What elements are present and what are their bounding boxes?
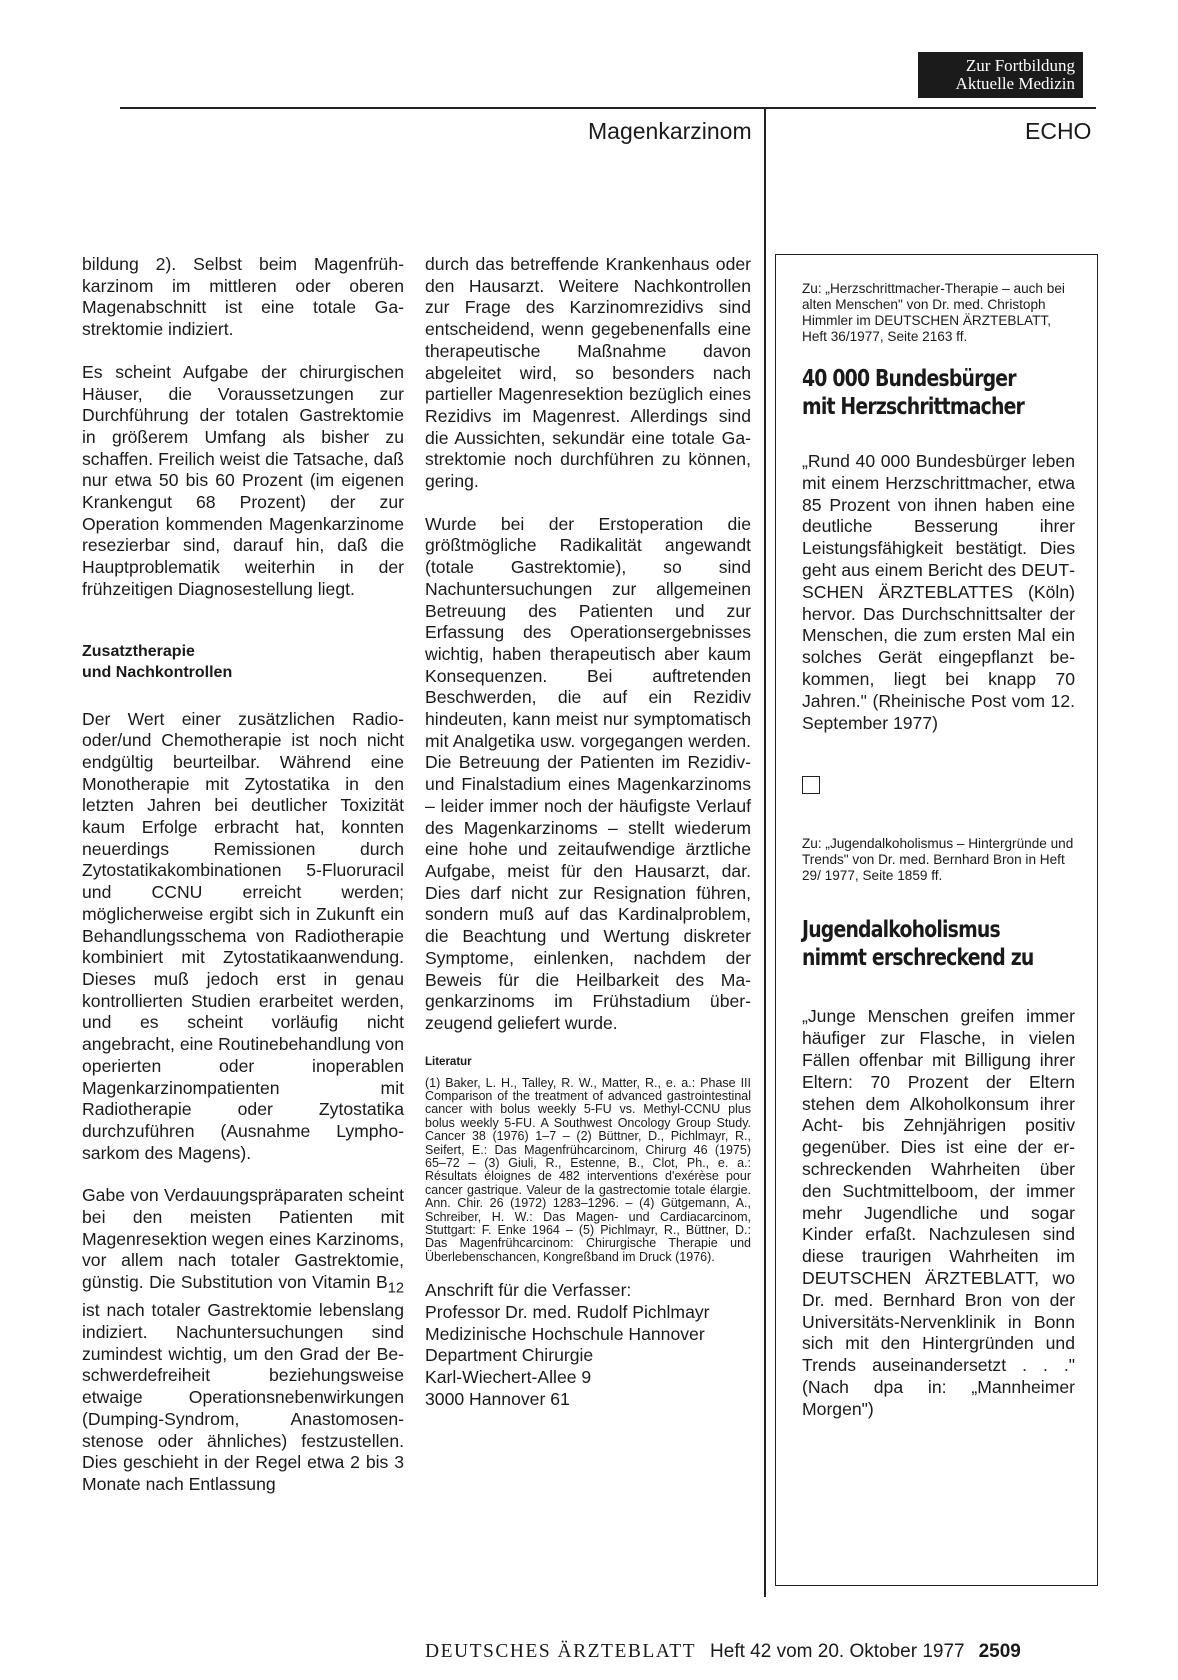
paragraph: bildung 2). Selbst beim Magenfrühkarzinom im mittleren oder oberen Magenabschnitt ist eine totale Gastrektomie indiziert. xyxy=(82,254,404,340)
page-footer xyxy=(425,1641,1021,1663)
header-rule-left xyxy=(120,107,764,109)
address-line: Medizinische Hochschule Hannover xyxy=(425,1323,705,1344)
paragraph xyxy=(82,1185,404,1495)
section-badge xyxy=(918,52,1083,98)
address-line: Professor Dr. med. Rudolf Pichlmayr xyxy=(425,1302,710,1322)
address-line: Anschrift für die Verfasser: xyxy=(425,1280,632,1301)
echo-headline-line1: Jugendalkoholismus xyxy=(802,917,1000,944)
article-column-1 xyxy=(82,254,404,1496)
echo-headline xyxy=(802,916,1034,972)
section-badge-line2: Aktuelle Medizin xyxy=(955,74,1075,93)
address-line: 3000 Hannover 61 xyxy=(425,1388,570,1409)
column-divider xyxy=(764,107,766,1597)
paragraph-text: Gabe von Verdauungspräparaten scheint bei den meisten Patienten mit Magenresektion wegen eines Karzinoms, vor allem nach totaler Gastrektomie, günstig. Die Substitution von Vitamin B xyxy=(82,1185,404,1293)
references-heading: Literatur xyxy=(425,1055,472,1068)
rubric-title: Magenkarzinom xyxy=(588,118,752,144)
echo-quote-text: „Junge Menschen greifen immer häufiger zur Flasche, in vielen Fällen offenbar mit Billigung ihrer Eltern: 70 Prozent der Eltern stehen dem Alkoholkonsum ihrer Acht- bis Zehnjährigen positiv gegenüber. Dies ist eine der erschreckenden Wahrheiten über den Suchtmittelboom, der immer mehr Jugendliche und sogar Kinder erfaßt. Nachzulesen sind diese traurigen Wahrheiten im DEUTSCHEN ÄRZTEBLATT, wo Dr. med. Bernhard Bron von der Universitäts-Nervenklinik in Bonn sich mit den Hintergründen und Trends auseinandersetzt . . ." (Nach dpa in: „Mannheimer Morgen") xyxy=(802,1006,1075,1419)
address-line: Karl-Wiechert-Allee 9 xyxy=(425,1367,592,1388)
echo-sidebar xyxy=(775,254,1098,1586)
paragraph: durch das betreffende Krankenhaus oder den Hausarzt. Weitere Nachkontrollen zur Frage des Karzinomrezidivs sind entscheidend, wenn gegebenenfalls eine therapeutische Maßnahme davon abgeleitet wird, so besonders nach partieller Magenresektion bezüglich eines Rezidivs im Magenrest. Allerdings sind die Aussichten, sekundär eine totale Gastrektomie noch durchführen zu können, gering. xyxy=(425,254,751,492)
author-address xyxy=(425,1280,751,1410)
paragraph-text: ist nach totaler Gastrektomie lebenslang indiziert. Nachuntersuchungen sind zumindest wichtig, um den Grad der Beschwerdefreiheit beziehungsweise etwaige Operationsnebenwirkungen (Dumping-Syndrom, Anastomosenstenose oder ähnliches) festzustellen. Dies geschieht in der Regel etwa 2 bis 3 Monate nach Entlassung xyxy=(82,1300,404,1494)
echo-quote-text: „Rund 40 000 Bundesbürger leben mit einem Herzschrittmacher, etwa 85 Prozent von ihnen haben eine deutliche Besserung ihrer Leistungsfähigkeit bestätigt. Dies geht aus einem Bericht des DEUTSCHEN ÄRZTEBLATTES (Köln) hervor. Das Durchschnittsalter der Menschen, die zum ersten Mal ein solches Gerät eingepflanzt bekommen, liegt bei knapp 70 Jahren." (Rheinische Post vom 12. September 1977) xyxy=(802,451,1075,733)
paragraph: Es scheint Aufgabe der chirurgischen Häuser, die Voraussetzungen zur Durchführung der totalen Gastrektomie in größerem Umfang als bisher zu schaffen. Freilich weist die Tatsache, daß nur etwa 50 bis 60 Prozent (im eigenen Krankengut 68 Prozent) der zur Operation kommenden Magenkarzinome resezierbar sind, darauf hin, daß die Hauptproblematik weiterhin in der frühzeitigen Diagnosestellung liegt. xyxy=(82,361,404,599)
echo-headline xyxy=(802,365,1026,421)
section-badge-line1: Zur Fortbildung xyxy=(965,56,1075,75)
subscript: 12 xyxy=(387,1280,404,1297)
references-list: (1) Baker, L. H., Talley, R. W., Matter, R., e. a.: Phase III Comparison of the treatment of advanced gastrointestinal cancer with bolus weekly 5-FU vs. Methyl-CCNU plus bolus weekly 5-FU. A Southwest Oncology Group Study. Cancer 38 (1976) 1–7 – (2) Büttner, D., Pichlmayr, R., Seifert, E.: Das Magenfrühcarcinom, Chirurg 46 (1975) 65–72 – (3) Giuli, R., Estenne, B., Clot, Ph., e. a.: Résultats éloignes de 482 interventions d'exérèse pour cancer gastrique. Valeur de la gastrectomie totale élargie. Ann. Chir. 26 (1972) 1283–1296. – (4) Gütgemann, A., Schreiber, H. W.: Das Magen- und Cardiacarcinom, Stuttgart: F. Enke 1964 – (5) Pichlmayr, R., Büttner, D.: Das Magenfrühcarcinom: Chirurgische Therapie und Überlebenschancen, Kongreßband im Druck (1976). xyxy=(425,1075,751,1264)
article-column-2 xyxy=(425,254,751,1411)
section-heading-line1: Zusatztherapie xyxy=(82,642,195,660)
echo-quote xyxy=(802,1006,1075,1420)
section-heading xyxy=(82,641,404,683)
section-heading-line2: und Nachkontrollen xyxy=(82,663,233,681)
echo-headline-line2: nimmt erschreckend zu xyxy=(802,945,1034,972)
rubric-echo: ECHO xyxy=(1025,118,1092,144)
page-number: 2509 xyxy=(978,1641,1021,1662)
journal-name: DEUTSCHES ÄRZTEBLATT xyxy=(425,1641,697,1662)
echo-reference xyxy=(802,836,1075,884)
echo-quote xyxy=(802,451,1075,734)
echo-reference xyxy=(802,281,1075,345)
issue-info: Heft 42 vom 20. Oktober 1977 xyxy=(710,1641,965,1662)
echo-reference-text: Zu: „Herzschrittmacher-Therapie – auch bei alten Menschen" von Dr. med. Christoph Himmler im DEUTSCHEN ÄRZTEBLATT, Heft 36/1977, Seite 2163 ff. xyxy=(802,281,1065,344)
header-rule-right xyxy=(766,107,1096,109)
paragraph: Wurde bei der Erstoperation die größtmögliche Radikalität angewandt (totale Gastrektomie), so sind Nachuntersuchungen zur allgemeinen Betreuung des Patienten und zur Erfassung des Operationsergebnisses wichtig, haben therapeutisch aber kaum Konsequenzen. Bei auftretenden Beschwerden, die auf ein Rezidiv hindeuten, kann meist nur symptomatisch mit Analgetika usw. vorgegangen werden. Die Betreuung der Patienten im Rezidiv- und Finalstadium eines Magenkarzinoms – leider immer noch der häufigste Verlauf des Magenkarzinoms – stellt wiederum eine hohe und zeitaufwendige ärztliche Aufgabe, meist für den Hausarzt, dar. Dies darf nicht zur Resignation führen, sondern muß auf das Kardinalproblem, die Beachtung und Wertung diskreter Symptome, einlenken, nachdem der Beweis für die Heilbarkeit des Magenkarzinoms im Frühstadium überzeugend geliefert wurde. xyxy=(425,513,751,1033)
address-line: Department Chirurgie xyxy=(425,1345,594,1366)
paragraph: Der Wert einer zusätzlichen Radio- oder/und Chemotherapie ist noch nicht endgültig beurteilbar. Während eine Monotherapie mit Zytostatika in den letzten Jahren bei deutlicher Toxizität kaum Erfolge erbracht hat, konnten neuerdings Remissionen durch Zytostatikakombinationen 5-Fluoruracil und CCNU erreicht werden; möglicherweise ergibt sich in Zukunft ein Behandlungsschema von Radiotherapie kombiniert mit Zytostatikaanwendung. Dieses muß jedoch erst in genau kontrollierten Studien erarbeitet werden, und es scheint vorläufig nicht angebracht, eine Routinebehandlung von operierten oder inoperablen Magenkarzinompatienten mit Radiotherapie oder Zytostatika durchzuführen (Ausnahme Lymphosarkom des Magens). xyxy=(82,708,404,1163)
end-square-icon xyxy=(802,776,820,794)
echo-reference-text: Zu: „Jugendalkoholismus – Hintergründe und Trends" von Dr. med. Bernhard Bron in Heft 29/ 1977, Seite 1859 ff. xyxy=(802,836,1074,884)
echo-headline-line2: mit Herzschrittmacher xyxy=(802,394,1025,420)
echo-headline-line1: 40 000 Bundesbürger xyxy=(802,366,1016,392)
